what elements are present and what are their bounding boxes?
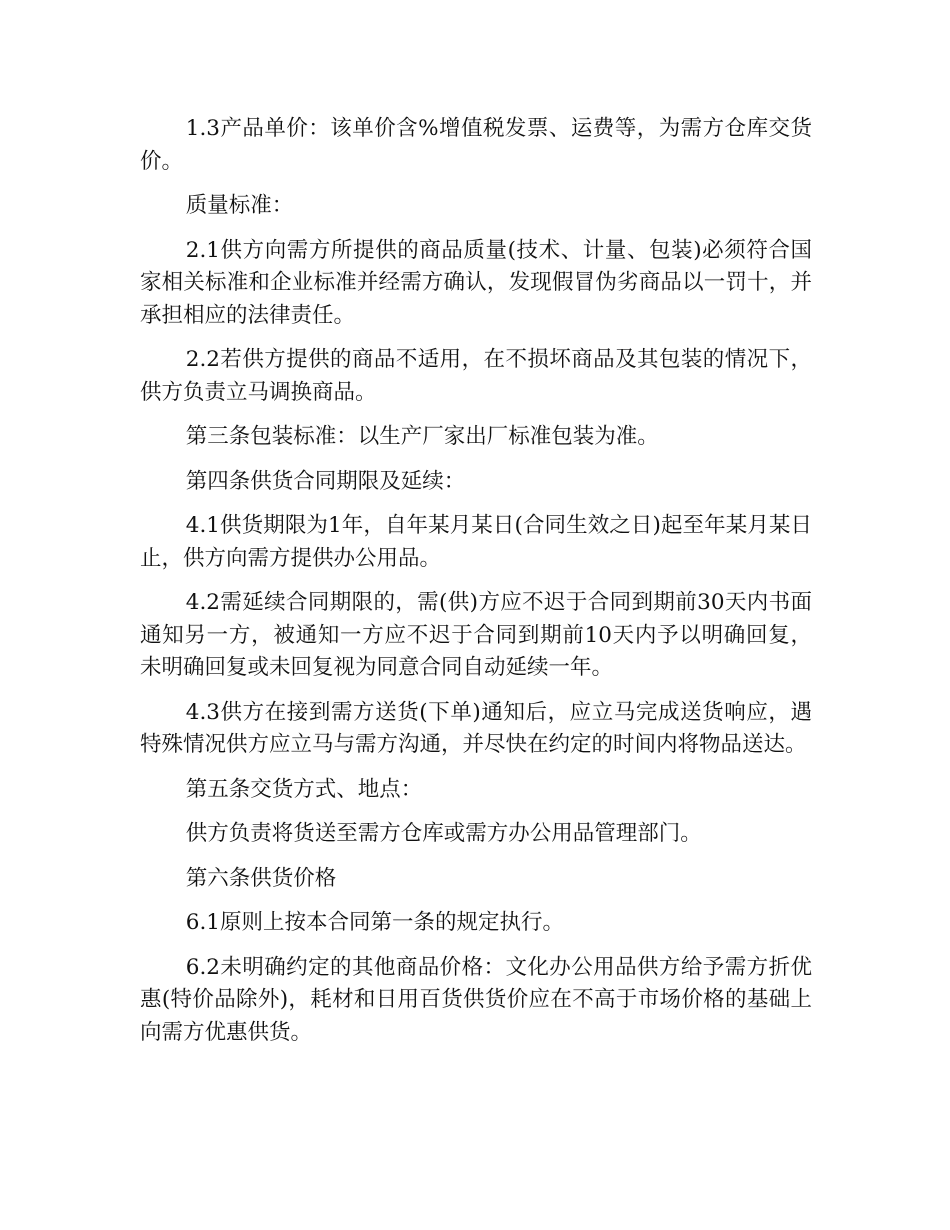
paragraph-delivery-location: 供方负责将货送至需方仓库或需方办公用品管理部门。 <box>185 821 702 846</box>
paragraph-quality-2-1: 2.1供方向需方所提供的商品质量(技术、计量、包装)必须符合国家相关标准和企业标准并经需方确认，发现假冒伪劣商品以一罚十，并承担相应的法律责任。 <box>140 237 812 328</box>
paragraph-term-4-1: 4.1供货期限为1年，自年某月某日(合同生效之日)起至年某月某日止，供方向需方提供办公用品。 <box>140 513 812 571</box>
paragraph-article-3-packaging: 第三条包装标准：以生产厂家出厂标准包装为准。 <box>185 424 659 449</box>
paragraph-price-6-2: 6.2未明确约定的其他商品价格：文化办公用品供方给予需方折优惠(特价品除外)，耗材和日用百货供货价应在不高于市场价格的基础上向需方优惠供货。 <box>140 954 812 1045</box>
paragraph-price-6-1: 6.1原则上按本合同第一条的规定执行。 <box>185 910 564 935</box>
paragraph-term-4-3: 4.3供方在接到需方送货(下单)通知后，应立马完成送货响应，遇特殊情况供方应立马与需方沟通，并尽快在约定的时间内将物品送达。 <box>140 699 812 757</box>
paragraph-term-4-2: 4.2需延续合同期限的，需(供)方应不迟于合同到期前30天内书面通知另一方，被通知一方应不迟于合同到期前10天内予以明确回复，未明确回复或未回复视为同意合同自动延续一年。 <box>140 590 812 680</box>
paragraph-article-4-heading: 第四条供货合同期限及延续： <box>185 468 466 494</box>
paragraph-quality-2-2: 2.2若供方提供的商品不适用，在不损坏商品及其包装的情况下，供方负责立马调换商品。 <box>140 347 812 405</box>
paragraph-unit-price: 1.3产品单价：该单价含%增值税发票、运费等，为需方仓库交货价。 <box>140 116 812 174</box>
document-body <box>140 113 812 1061</box>
paragraph-article-6-heading: 第六条供货价格 <box>185 865 337 891</box>
paragraph-quality-heading: 质量标准： <box>185 193 294 218</box>
paragraph-article-5-heading: 第五条交货方式、地点： <box>185 776 423 802</box>
